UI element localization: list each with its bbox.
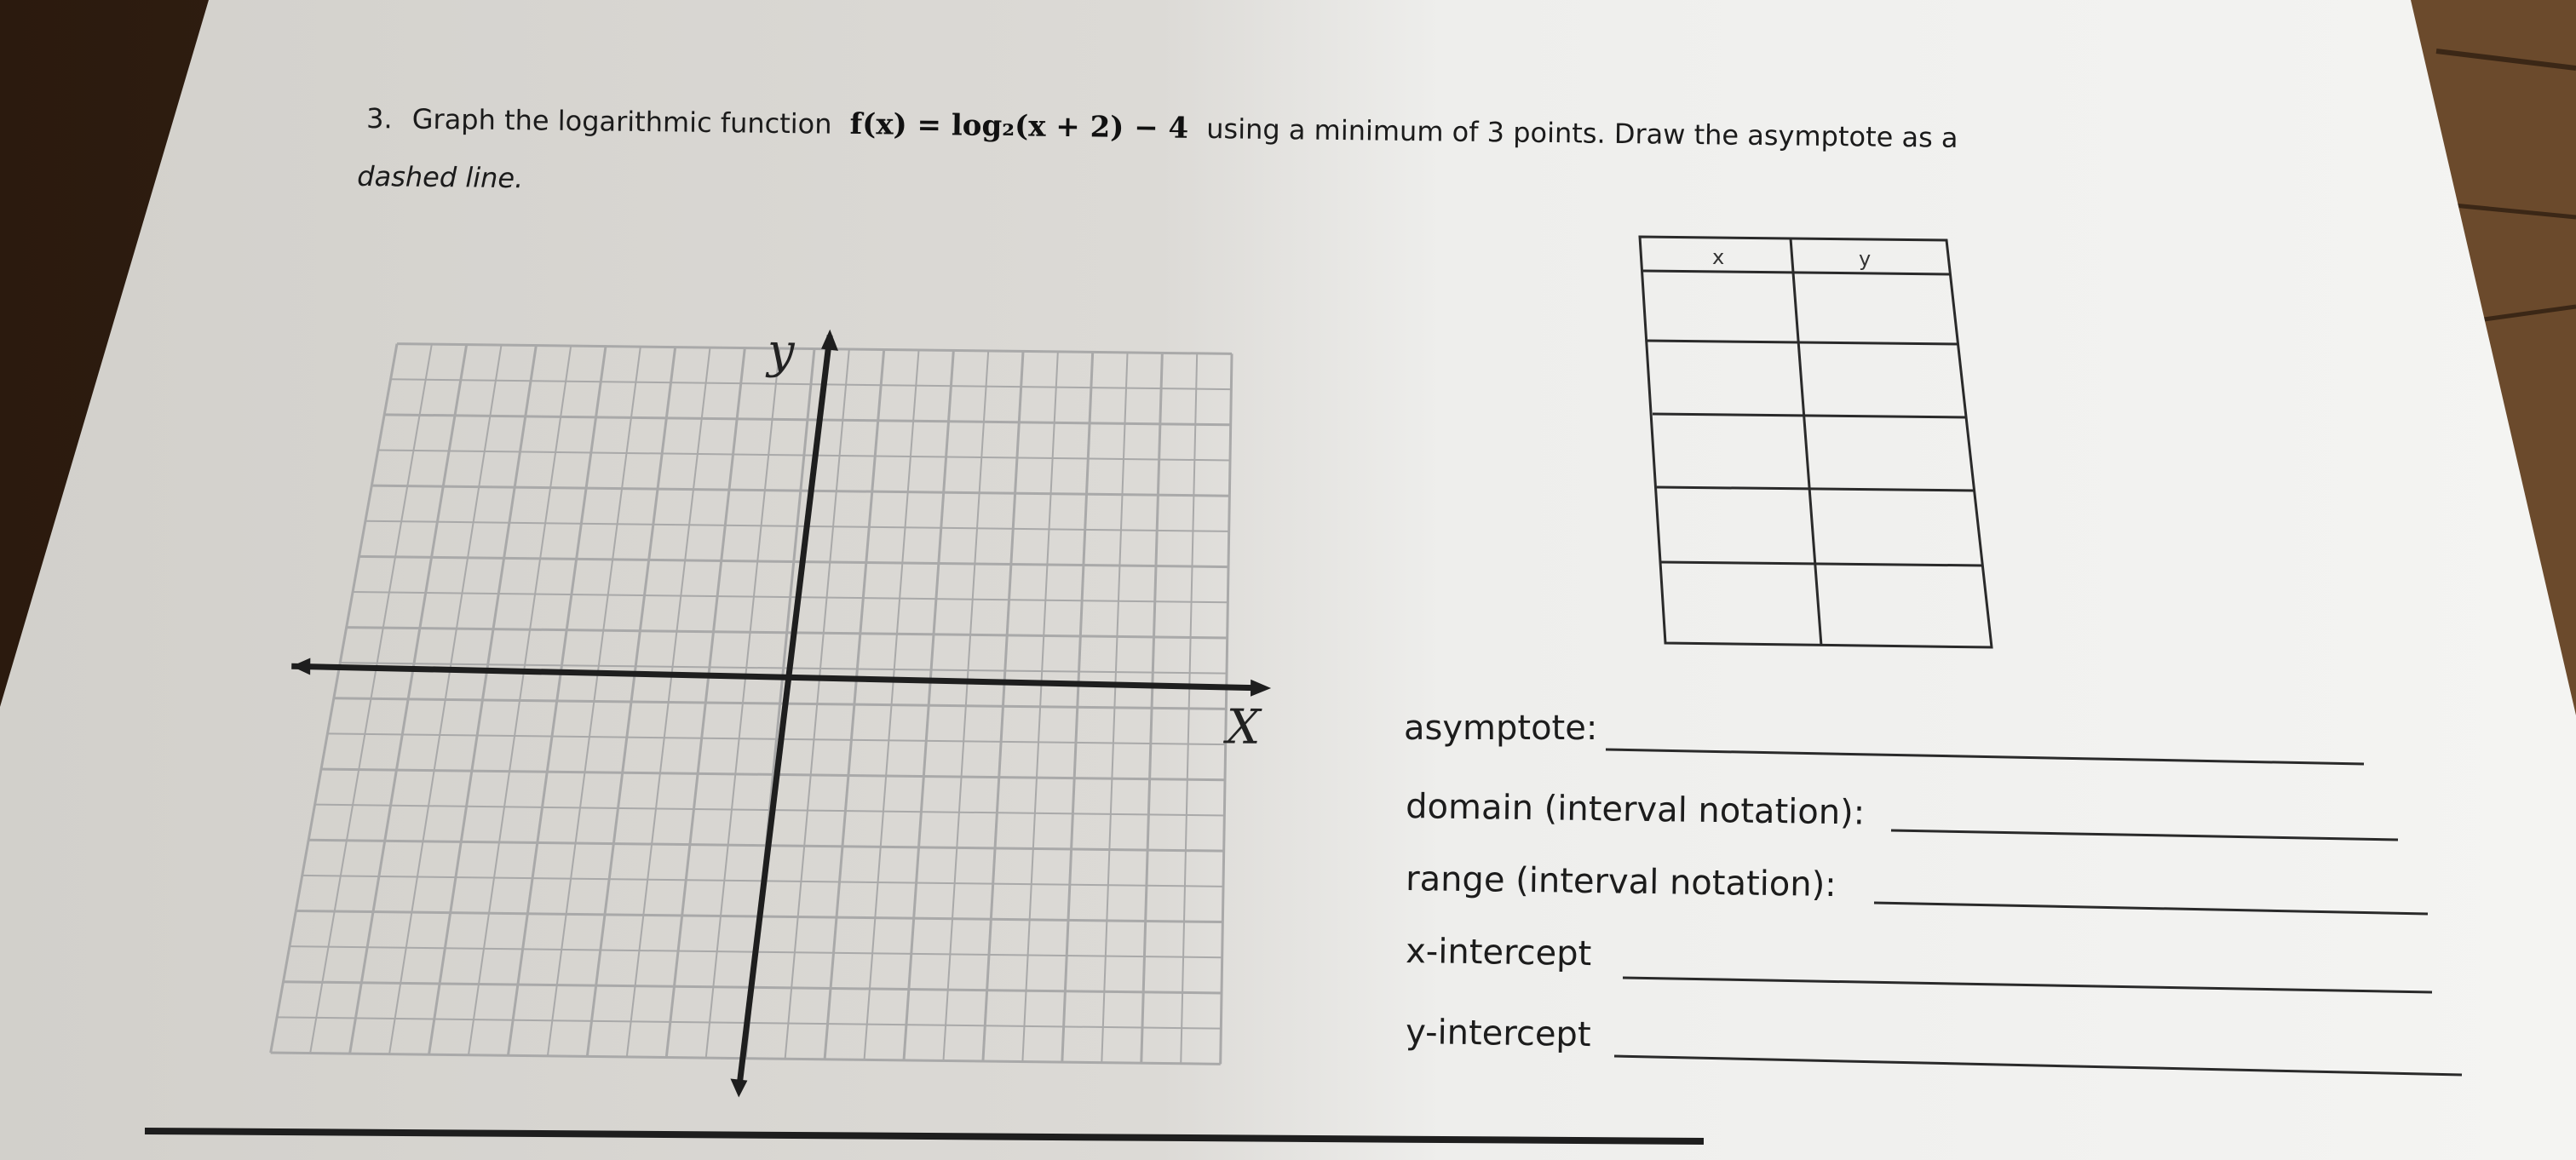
asymptote-label: asymptote:	[1404, 709, 1598, 748]
function-expression: f(x) = log₂(x + 2) − 4	[849, 106, 1189, 146]
x-axis-label: X	[1226, 699, 1261, 755]
question-number: 3.	[365, 102, 393, 135]
question-instruction: using a minimum of 3 points. Draw the asymptote as a	[1206, 112, 1958, 154]
range-label: range (interval notation):	[1405, 859, 1837, 905]
table-header-x: x	[1712, 245, 1725, 269]
y-intercept-label: y-intercept	[1405, 1013, 1591, 1055]
question-line-2: dashed line.	[357, 159, 524, 195]
y-axis-label: y	[767, 323, 795, 380]
x-intercept-label: x-intercept	[1405, 932, 1592, 974]
question-intro: Graph the logarithmic function	[411, 102, 832, 141]
table-header-y: y	[1859, 247, 1872, 271]
domain-label: domain (interval notation):	[1405, 787, 1866, 833]
